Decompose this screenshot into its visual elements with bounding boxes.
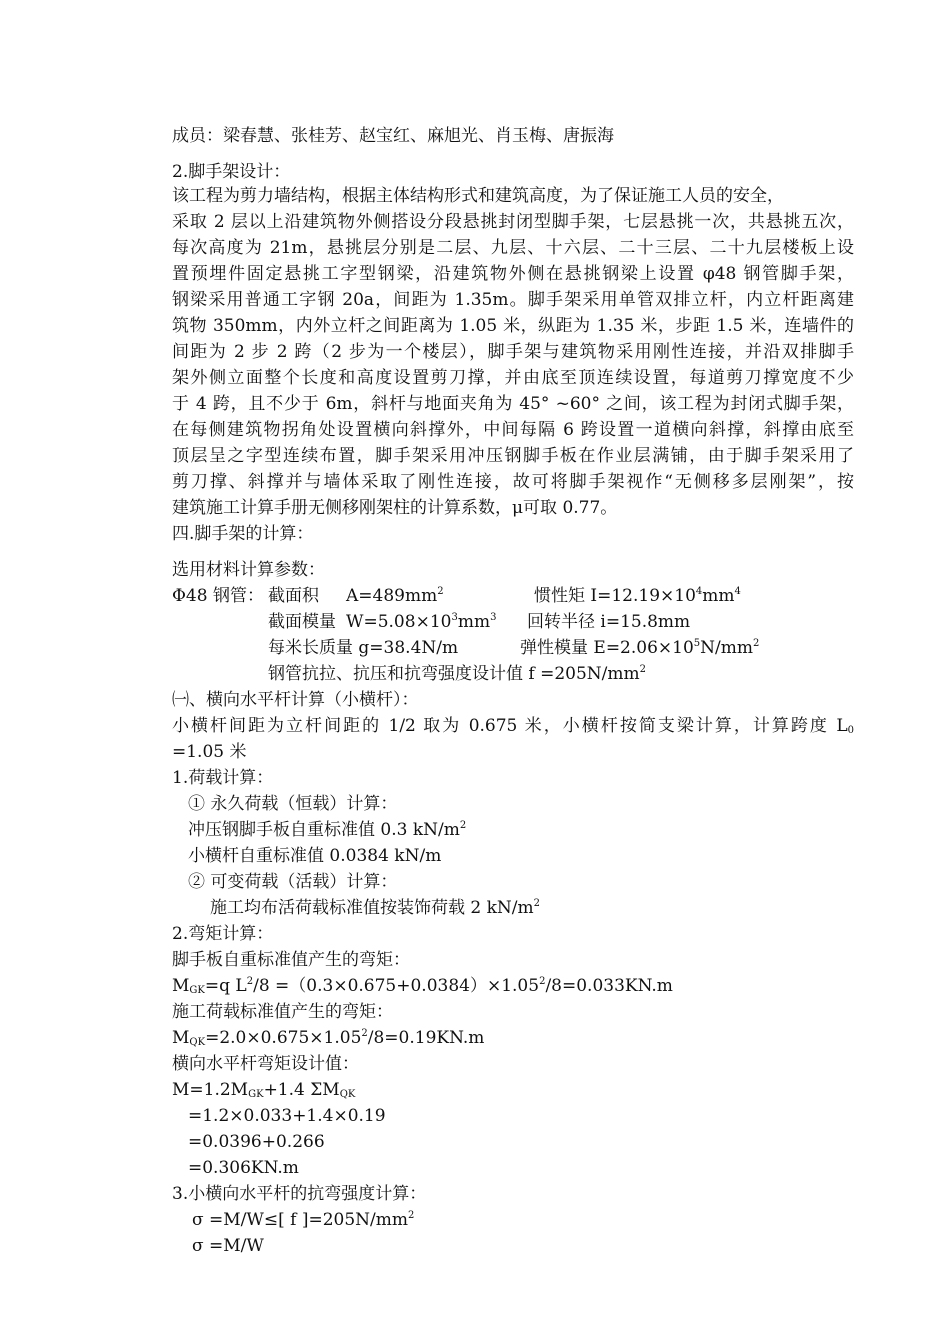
design-moment-step-1: =1.2×0.033+1.4×0.19 <box>188 1106 386 1126</box>
members-line: 成员：梁春慧、张桂芳、赵宝红、麻旭光、肖玉梅、唐振海 <box>172 126 614 146</box>
live-moment-title: 施工荷载标准值产生的弯矩： <box>172 1002 393 1022</box>
live-load: 施工均布活荷载标准值按装饰荷载 2 $kN/m^2$ <box>210 898 541 918</box>
moment-heading: 2.弯矩计算： <box>172 924 274 944</box>
paragraph-line: 建筑施工计算手册无侧移刚架柱的计算系数，μ可取 0.77。 <box>172 498 618 518</box>
board-moment-title: 脚手板自重标准值产生的弯矩： <box>172 950 410 970</box>
mqk-formula: $M_{QK}=2.0\times 0.675\times 1.05^2/8=0.19KN.m$ <box>172 1028 485 1048</box>
inertia-value: 惯性矩 $I=12.19\times 10^4mm^4$ <box>534 586 741 606</box>
section1-heading: ㈠、横向水平杆计算（小横杆）： <box>172 690 419 710</box>
paragraph-line: 于 4 跨，且不少于 6m，斜杆与地面夹角为 45° ~60° 之间，该工程为封闭式脚手架， <box>172 394 854 414</box>
paragraph-line: 采取 2 层以上沿建筑物外侧搭设分段悬挑封闭型脚手架，七层悬挑一次，共悬挑五次， <box>172 212 854 232</box>
paragraph-line: 架外侧立面整个长度和高度设置剪刀撑，并由底至顶连续设置，每道剪刀撑宽度不少 <box>172 368 854 388</box>
mgk-formula: $M_{GK}=q$ $L^2/8 =(0.3\times 0.675+0.0384)\times 1.05^2/8=0.033KN.m$ <box>172 976 673 996</box>
span-line-1: 小横杆间距为立杆间距的 1/2 取为 0.675 米，小横杆按简支梁计算，计算跨度 $L_0$ <box>172 716 854 736</box>
pipe-label: Φ48 钢管： <box>172 586 264 606</box>
area-value: $A=489mm^2$ <box>346 586 444 606</box>
paragraph-line: 置预埋件固定悬挑工字型钢梁，沿建筑物外侧在悬挑钢梁上设置 φ48 钢管脚手架， <box>172 264 854 284</box>
paragraph-line: 顶层呈之字型连续布置，脚手架采用冲压钢脚手板在作业层满铺，由于脚手架采用了 <box>172 446 854 466</box>
calculation-heading: 四.脚手架的计算： <box>172 524 314 544</box>
board-weight: 冲压钢脚手板自重标准值 0.3 $kN/m^2$ <box>188 820 467 840</box>
paragraph-line: 钢梁采用普通工字钢 20a，间距为 1.35m。脚手架采用单管双排立杆，内立杆距离建 <box>172 290 854 310</box>
design-moment-step-3: =0.306KN.m <box>188 1158 299 1178</box>
materials-title: 选用材料计算参数： <box>172 560 325 580</box>
modulus-value: $W=5.08\times 10^3mm^3$ <box>346 612 497 632</box>
design-moment-step-2: =0.0396+0.266 <box>188 1132 325 1152</box>
bar-weight: 小横杆自重标准值 0.0384 kN/m <box>188 846 442 866</box>
sigma-limit: σ =M/W≤[ f ]$=205N/mm^2$ <box>192 1210 415 1230</box>
dead-load-heading: ① 永久荷载（恒载）计算： <box>188 794 398 814</box>
paragraph-line: 筑物 350mm，内外立杆之间距离为 1.05 米，纵距为 1.35 米，步距 1.5 米，连墙件的 <box>172 316 854 336</box>
radius-value: 回转半径 i=15.8mm <box>527 612 691 632</box>
design-moment-formula: $M=1.2M_{GK}+1.4$ $\Sigma M_{QK}$ <box>172 1080 356 1100</box>
paragraph-line: 间距为 2 步 2 跨（2 步为一个楼层），脚手架与建筑物采用刚性连接，并沿双排脚手 <box>172 342 854 362</box>
paragraph-line: 在每侧建筑物拐角处设置横向斜撑外，中间每隔 6 跨设置一道横向斜撑，斜撑由底至 <box>172 420 854 440</box>
paragraph-line: 该工程为剪力墙结构，根据主体结构形式和建筑高度，为了保证施工人员的安全， <box>172 186 784 206</box>
strength-heading: 3.小横向水平杆的抗弯强度计算： <box>172 1184 427 1204</box>
paragraph-line: 每次高度为 21m，悬挑层分别是二层、九层、十六层、二十三层、二十九层楼板上设 <box>172 238 854 258</box>
sigma-formula: σ =M/W <box>192 1236 264 1256</box>
span-line-2: =1.05 米 <box>172 742 247 762</box>
area-label: 截面积 <box>268 586 319 606</box>
live-load-heading: ② 可变荷载（活载）计算： <box>188 872 398 892</box>
design-moment-title: 横向水平杆弯矩设计值： <box>172 1054 359 1074</box>
paragraph-line: 剪刀撑、斜撑并与墙体采取了刚性连接，故可将脚手架视作“无侧移多层刚架”，按 <box>172 472 854 492</box>
mass-value: 每米长质量 g=38.4N/m <box>268 638 459 658</box>
elastic-value: 弹性模量 $E=2.06\times 10^5N/mm^2$ <box>520 638 760 658</box>
load-heading: 1.荷载计算： <box>172 768 274 788</box>
modulus-label: 截面模量 <box>268 612 336 632</box>
scaffold-design-heading: 2.脚手架设计： <box>172 162 291 182</box>
strength-value: 钢管抗拉、抗压和抗弯强度设计值 $f =205N/mm^2$ <box>268 664 647 684</box>
